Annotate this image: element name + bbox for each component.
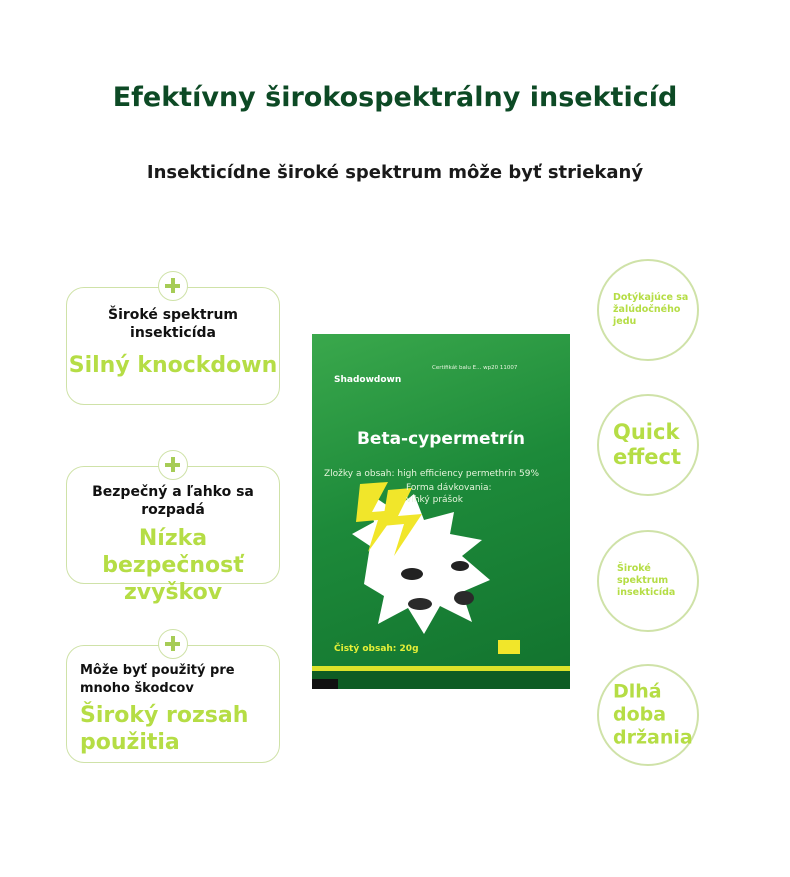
feature-card-safety (66, 466, 280, 605)
warning-badge-icon (498, 640, 520, 654)
package-corner (312, 679, 338, 689)
insect-icon (451, 561, 469, 571)
package-composition: Zložky a obsah: high efficiency permethrin 59% (324, 469, 540, 479)
insect-icon (454, 591, 474, 605)
badge-text: Quick effect (613, 420, 681, 469)
badge-broad-spectrum (597, 530, 699, 632)
insect-icon (408, 598, 432, 610)
package-artwork (312, 334, 570, 689)
package-net-content: Čistý obsah: 20g (334, 644, 419, 654)
package-form: Forma dávkovania: vlhký prášok (406, 483, 492, 505)
badge-stomach-poison (597, 259, 699, 361)
package-product-name: Beta-cypermetrín (356, 429, 526, 449)
package-brand: Shadowdown (334, 375, 402, 385)
badge-text: Dlhá doba držania (613, 680, 693, 749)
page-subtitle: Insekticídne široké spektrum môže byť striekaný (146, 162, 644, 183)
feature-caption: Široké spektrum insekticída (107, 307, 239, 341)
feature-card-knockdown (66, 287, 280, 405)
badge-text: Dotýkajúce sa žalúdočného jedu (613, 292, 689, 327)
package-cert: Certifikát balu E... wp20 11007 (432, 365, 518, 371)
feature-caption: Bezpečný a ľahko sa rozpadá (92, 484, 254, 518)
product-package (312, 334, 570, 689)
plus-icon (158, 629, 188, 659)
insect-icon (401, 568, 423, 580)
badge-long-lasting (597, 664, 699, 766)
feature-card-usage (66, 645, 280, 763)
feature-headline: Široký rozsah použitia (80, 703, 249, 755)
page-title: Efektívny širokospektrálny insekticíd (112, 82, 678, 113)
badge-quick-effect (597, 394, 699, 496)
feature-caption: Môže byť použitý pre mnoho škodcov (80, 663, 235, 696)
package-bottom-band (312, 671, 570, 689)
feature-headline: Silný knockdown (68, 353, 278, 378)
feature-headline: Nízka bezpečnosť zvyškov (102, 526, 244, 605)
plus-icon (158, 450, 188, 480)
plus-icon (158, 271, 188, 301)
badge-text: Široké spektrum insekticída (617, 563, 676, 598)
